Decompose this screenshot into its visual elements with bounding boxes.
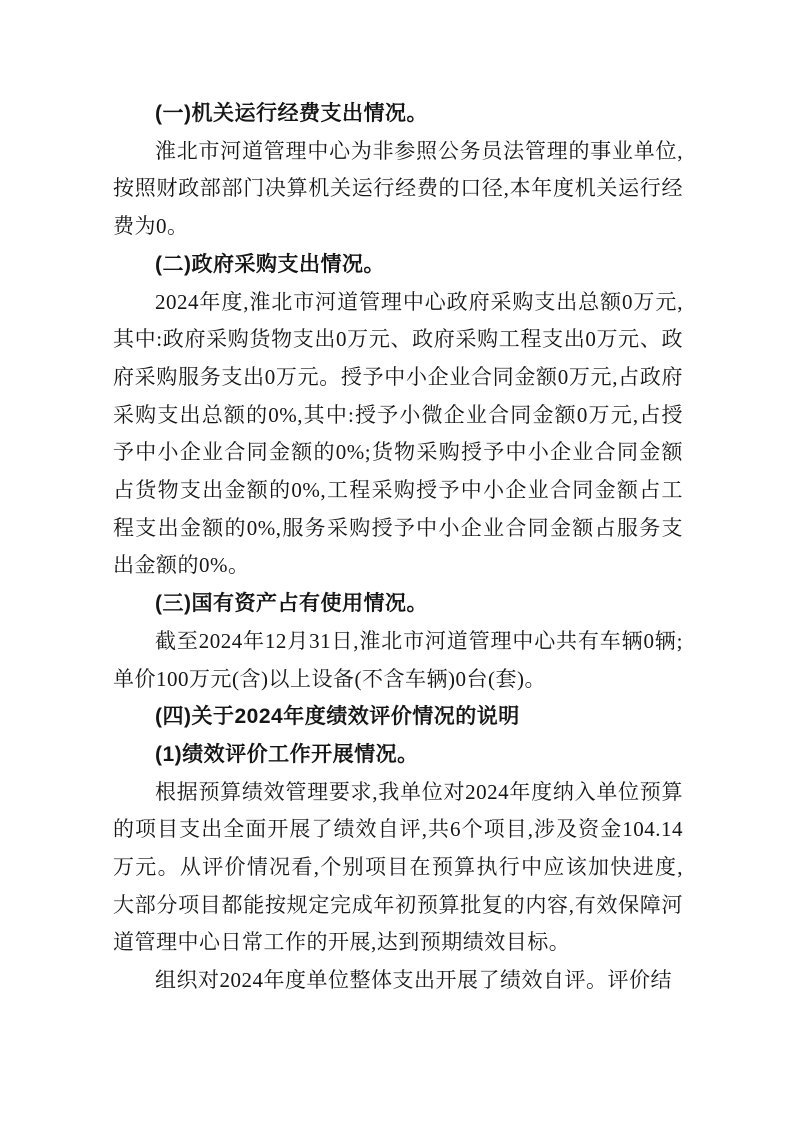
paragraph-overall-self-evaluation: 组织对2024年度单位整体支出开展了绩效自评。评价结 bbox=[155, 968, 672, 993]
paragraph-agency-operating-expense: 淮北市河道管理中心为非参照公务员法管理的事业单位,按照财政部部门决算机关运行经费的口径,本年度机关运行经费为0。 bbox=[113, 138, 683, 239]
paragraph-project-self-evaluation: 根据预算绩效管理要求,我单位对2024年度纳入单位预算的项目支出全面开展了绩效自评,共6个项目,涉及资金104.14万元。从评价情况看,个别项目在预算执行中应该加快进度,大部分项目都能按规定完成年初预算批复的内容,有效保障河道管理中心日常工作的开展,达到预期绩效目标。 bbox=[113, 779, 683, 955]
section-heading-performance-evaluation: (四)关于2024年度绩效评价情况的说明 bbox=[155, 705, 520, 729]
paragraph-government-procurement: 2024年度,淮北市河道管理中心政府采购支出总额0万元,其中:政府采购货物支出0万元、政府采购工程支出0万元、政府采购服务支出0万元。授予中小企业合同金额0万元,占政府采购支出总额的0%,其中:授予小微企业合同金额0万元,占授予中小企业合同金额的0%;货物采购授予中小企业合同金额占货物支出金额的0%,工程采购授予中小企业合同金额占工程支出金额的0%,服务采购授予中小企业合同金额占服务支出金额的0%。 bbox=[113, 289, 683, 578]
section-heading-agency-operating-expense: (一)机关运行经费支出情况。 bbox=[155, 102, 428, 125]
section-heading-state-assets: (三)国有资产占有使用情况。 bbox=[155, 592, 428, 616]
document-body bbox=[113, 95, 683, 1000]
subsection-heading-evaluation-work: (1)绩效评价工作开展情况。 bbox=[155, 742, 419, 766]
section-heading-government-procurement: (二)政府采购支出情况。 bbox=[155, 252, 385, 276]
paragraph-state-assets: 截至2024年12月31日,淮北市河道管理中心共有车辆0辆;单价100万元(含)以上设备(不含车辆)0台(套)。 bbox=[113, 628, 683, 691]
